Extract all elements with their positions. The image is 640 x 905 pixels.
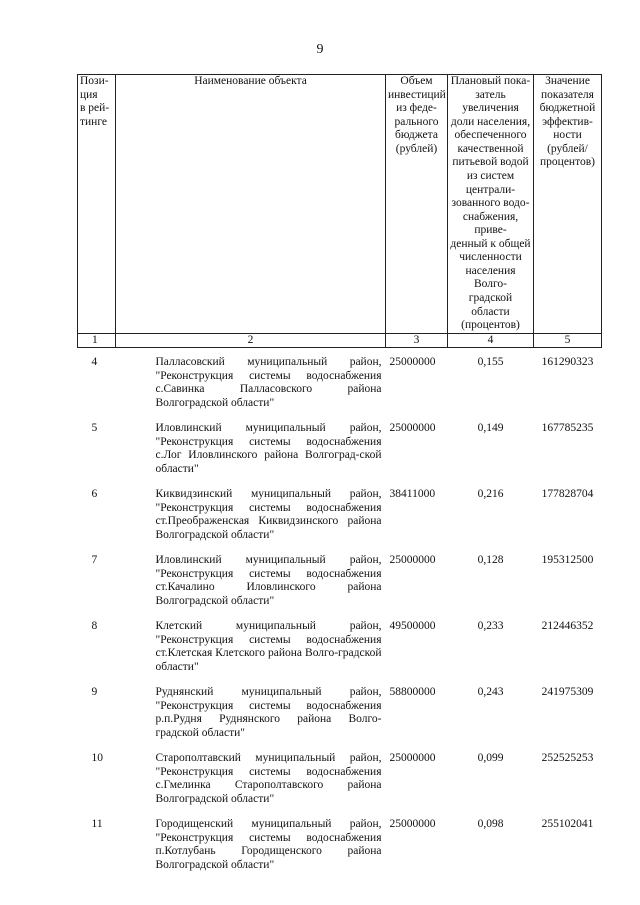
table-row: [78, 678, 602, 744]
row-indicator: 0,128: [477, 554, 504, 567]
header-indicator: [448, 75, 534, 334]
header-investment: [386, 75, 448, 334]
row-investment: 25000000: [389, 554, 436, 567]
header-object-name: [116, 75, 386, 334]
table-row: [78, 810, 602, 876]
row-object-name: Клетский муниципальный район, "Реконструкция системы водоснабжения ст.Клетская Клетского района Волго-градской области": [155, 620, 382, 673]
row-position: 6: [91, 488, 98, 501]
row-efficiency: 252525253: [541, 752, 594, 765]
table-row: [78, 414, 602, 480]
header-position-text: Пози- ция в рей- тинге: [80, 75, 110, 128]
row-investment: 58800000: [389, 686, 436, 699]
table-row: [78, 744, 602, 810]
table-row: [78, 612, 602, 678]
row-position: 7: [91, 554, 98, 567]
row-indicator: 0,155: [477, 356, 504, 369]
header-investment-text: Объем инвестиций из феде- рального бюджета (рублей): [388, 75, 446, 155]
row-object-name: Руднянский муниципальный район, "Реконструкция системы водоснабжения р.п.Рудня Руднянского района Волго-градской области": [155, 686, 382, 739]
row-indicator: 0,099: [477, 752, 504, 765]
column-number-row: [78, 333, 602, 348]
column-number: 3: [386, 333, 448, 348]
row-efficiency: 177828704: [541, 488, 594, 501]
row-indicator: 0,243: [477, 686, 504, 699]
row-investment: 38411000: [389, 488, 436, 501]
table-row: [78, 546, 602, 612]
row-investment: 49500000: [389, 620, 436, 633]
row-investment: 25000000: [389, 818, 436, 831]
row-position: 10: [91, 752, 103, 765]
row-investment: 25000000: [389, 752, 436, 765]
row-efficiency: 161290323: [541, 356, 594, 369]
row-indicator: 0,216: [477, 488, 504, 501]
row-position: 9: [91, 686, 98, 699]
row-position: 11: [91, 818, 103, 831]
row-object-name: Иловлинский муниципальный район, "Реконструкция системы водоснабжения с.Лог Иловлинского района Волгоград-ской области": [155, 422, 382, 475]
header-efficiency-text: Значение показателя бюджетной эффектив- ности (рублей/ процентов): [539, 75, 596, 169]
row-position: 5: [91, 422, 98, 435]
row-object-name: Иловлинский муниципальный район, "Реконструкция системы водоснабжения ст.Качалино Иловлинского района Волгоградской области": [155, 554, 382, 607]
column-number: 4: [448, 333, 534, 348]
column-number: 1: [78, 333, 116, 348]
row-object-name: Киквидзинский муниципальный район, "Реконструкция системы водоснабжения ст.Преображенская Киквидзинского района Волгоградской области": [155, 488, 382, 541]
header-indicator-text: Плановый пока- затель увеличения доли населения, обеспеченного качественной питьевой водой из систем централи- зованного водо- снабжения, приве- денный к общей численности населения Волго- градской области (процентов): [450, 75, 531, 332]
row-efficiency: 195312500: [541, 554, 594, 567]
header-position: [78, 75, 116, 334]
row-efficiency: 167785235: [541, 422, 594, 435]
row-indicator: 0,149: [477, 422, 504, 435]
page-number: 9: [316, 42, 324, 57]
header-object-name-text: Наименование объекта: [194, 75, 307, 87]
row-position: 8: [91, 620, 98, 633]
table-row: [78, 348, 602, 415]
column-number: 2: [116, 333, 386, 348]
row-indicator: 0,098: [477, 818, 504, 831]
row-efficiency: 241975309: [541, 686, 594, 699]
row-efficiency: 212446352: [541, 620, 594, 633]
row-efficiency: 255102041: [541, 818, 594, 831]
row-object-name: Городищенский муниципальный район, "Реконструкция системы водоснабжения п.Котлубань Городищенского района Волгоградской области": [155, 818, 382, 871]
row-position: 4: [91, 356, 98, 369]
row-object-name: Старополтавский муниципальный район, "Реконструкция системы водоснабжения с.Гмелинка Старополтавского района Волгоградской области": [155, 752, 382, 805]
ranking-table: [77, 74, 602, 876]
row-investment: 25000000: [389, 356, 436, 369]
row-indicator: 0,233: [477, 620, 504, 633]
row-investment: 25000000: [389, 422, 436, 435]
table-row: [78, 480, 602, 546]
column-number: 5: [534, 333, 602, 348]
header-row: [78, 75, 602, 334]
header-efficiency: [534, 75, 602, 334]
row-object-name: Палласовский муниципальный район, "Реконструкция системы водоснабжения с.Савинка Палласовского района Волгоградской области": [155, 356, 382, 409]
